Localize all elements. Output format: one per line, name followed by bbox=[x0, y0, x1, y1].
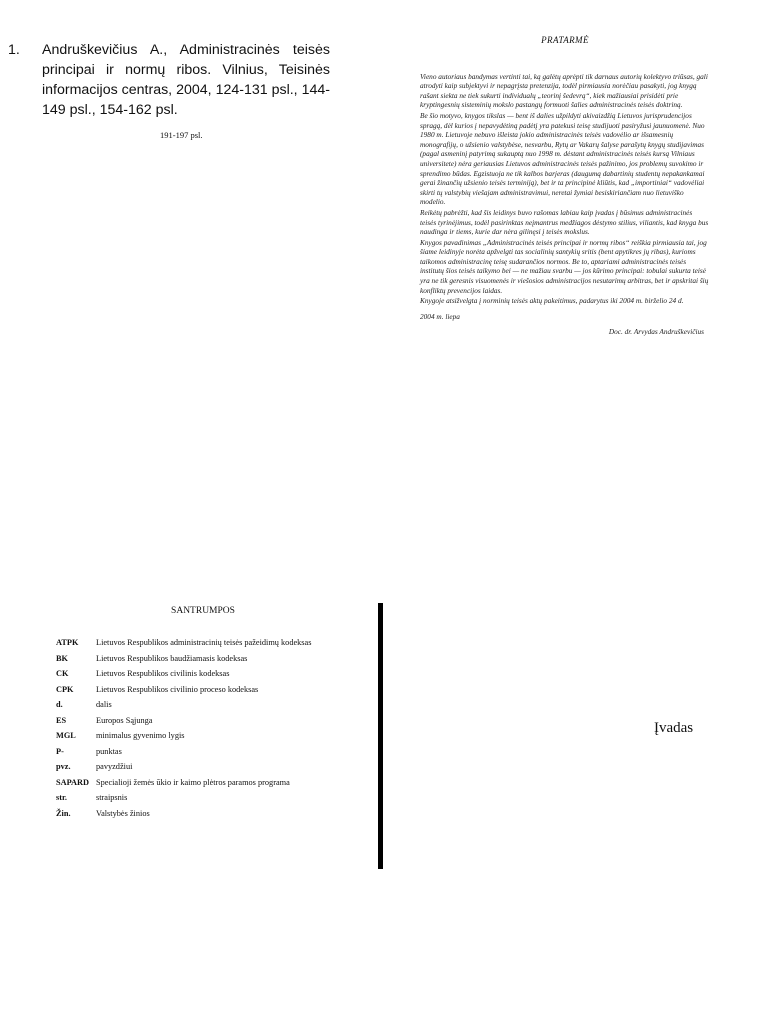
abbreviation-row bbox=[56, 700, 356, 716]
abbreviation-definition: dalis bbox=[96, 700, 112, 709]
abbreviation-row bbox=[56, 747, 356, 763]
reference-number: 1. bbox=[8, 42, 20, 58]
abbreviation-row bbox=[56, 793, 356, 809]
preface-paragraph: Knygoje atsižvelgta į norminių teisės aktų pakeitimus, padarytus iki 2004 m. birželio 24 d. bbox=[420, 296, 684, 306]
preface-date: 2004 m. liepa bbox=[420, 311, 460, 321]
abbreviation-row bbox=[56, 762, 356, 778]
abbreviation-row bbox=[56, 731, 356, 747]
abbreviation: str. bbox=[56, 793, 67, 802]
abbreviation-definition: pavyzdžiui bbox=[96, 762, 133, 771]
abbreviation-definition: Lietuvos Respublikos baudžiamasis kodeksas bbox=[96, 653, 248, 663]
preface-paragraph: Reikėtų pabrėžti, kad šis leidinys buvo rašomas labiau kaip įvadas į būsimus administracinės teisės tyrinėjimus, todėl pasirinktas neįmantrus medžiagos dėstymo stilius, viliantis, kad knyga bus naudinga ir tiems, kurie dar nėra gilinęsi į teisės mokslus. bbox=[420, 207, 709, 237]
abbreviation: ATPK bbox=[56, 638, 79, 647]
preface-page bbox=[420, 36, 710, 337]
abbreviation-row bbox=[56, 685, 356, 701]
abbreviation-definition: Valstybės žinios bbox=[96, 808, 150, 818]
abbreviation-definition: punktas bbox=[96, 746, 122, 756]
abbreviation: CPK bbox=[56, 684, 74, 694]
page-divider bbox=[378, 603, 383, 869]
abbreviation: Žin. bbox=[56, 808, 71, 818]
abbreviation-definition: straipsnis bbox=[96, 793, 128, 802]
abbreviation-row bbox=[56, 654, 356, 670]
reference-pages: 191-197 psl. bbox=[160, 130, 203, 140]
reference-text: Andruškevičius A., Administracinės teisės principai ir normų ribos. Vilnius, Teisinės informacijos centras, 2004, 124-131 psl., 144-149 psl., 154-162 psl. bbox=[42, 42, 330, 118]
abbreviation-row bbox=[56, 669, 356, 685]
abbreviation-definition: Europos Sąjunga bbox=[96, 715, 153, 725]
preface-paragraph: Be šio motyvo, knygos tikslas — bent iš dalies užpildyti akivaizdžią Lietuvos jurisprudencijos spragą, dėl kurios į nepavydėtiną padėtį yra patekusi teisę studijuoti pasiryžusi jaunuomenė. Nuo 1980 m. Lietuvoje nebuvo išleista jokio administracinės teisės vadovėlio ar išsamesnių monografijų, o užsienio valstybėse, nesvarbu, Rytų ar Vakarų šalyse parašytų knygų studijavimas (pagal asmeninį patyrimą sukauptą nuo 1998 m. dėstant administracinės teisės kursą Vilniaus universitete) nėra geriausias Lietuvos administracinės teisės pažinimo, jos problemų suvokimo ir sprendimo būdas. Egzistuoja ne tik kalbos barjeras (daugumą dabartinių studentų nepakankamai gerai žinančių užsienio teisės terminiją), bet ir ta principinė kliūtis, kad „importiniai“ vadovėliai skirti tų valstybių viešajam administravimui, neretai žymiai besiskiriančiam nuo lietuviško modelio. bbox=[420, 110, 705, 207]
abbreviation: MGL bbox=[56, 731, 76, 740]
abbreviations-page bbox=[56, 606, 356, 824]
preface-paragraph: Vieno autoriaus bandymas vertinti tai, ką galėtų aprėpti tik darnaus autorių kolektyvo triūsas, gali atrodyti kaip subjektyvi ir nepagrįsta pretenzija, todėl pirmiausia norėčiau pasakyti, jog knygą rašant siekta ne tiek sukurti individualų „teorinį šedevrą“, kiek mažiausiai prisidėti prie kryptingesnių sisteminių mokslo pastangų formuoti šalies administracinės teisės doktriną. bbox=[420, 71, 708, 110]
abbreviation-definition: Lietuvos Respublikos civilinio proceso kodeksas bbox=[96, 684, 259, 694]
reference-entry bbox=[8, 40, 330, 120]
abbreviation-definition: Specialioji žemės ūkio ir kaimo plėtros paramos programa bbox=[96, 777, 290, 787]
abbreviation-row bbox=[56, 809, 356, 825]
abbreviation: P- bbox=[56, 746, 64, 756]
preface-author: Doc. dr. Arvydas Andruškevičius bbox=[608, 327, 704, 337]
abbreviation: CK bbox=[56, 669, 69, 678]
abbreviation-row bbox=[56, 778, 356, 794]
preface-title: PRATARMĖ bbox=[541, 35, 589, 45]
preface-paragraph: Knygos pavadinimas „Administracinės teisės principai ir normų ribos“ reiškia pirmiausia tai, jog šiame leidinyje norėta apžvelgti tas socialinių santykių sritis (bent apytikres jų ribas), kurioms taikomos administracinę teisę sudarančios normos. Be to, aptariami administracinės teisės institutų šios teisės taikymo bei — ne mažiau svarbu — jos kūrimo principai: tobulai sukurta teisė yra ne tik geresnis visuomenės ir viešosios administracijos nesutarimų arbitras, bet ir apskritai šių konfliktų prevencijos laidas. bbox=[420, 237, 709, 295]
abbreviation: d. bbox=[56, 700, 63, 709]
abbreviation-row bbox=[56, 716, 356, 732]
abbreviation-definition: minimalus gyvenimo lygis bbox=[96, 731, 185, 740]
abbreviations-title: SANTRUMPOS bbox=[171, 606, 235, 616]
abbreviation-definition: Lietuvos Respublikos civilinis kodeksas bbox=[96, 669, 230, 678]
abbreviation: pvz. bbox=[56, 762, 71, 771]
introduction-heading: Įvadas bbox=[654, 720, 694, 736]
abbreviation-row bbox=[56, 638, 356, 654]
abbreviation: BK bbox=[56, 653, 68, 663]
abbreviation: SAPARD bbox=[56, 777, 90, 787]
abbreviation-definition: Lietuvos Respublikos administracinių teisės pažeidimų kodeksas bbox=[96, 638, 312, 647]
abbreviation: ES bbox=[56, 715, 67, 725]
